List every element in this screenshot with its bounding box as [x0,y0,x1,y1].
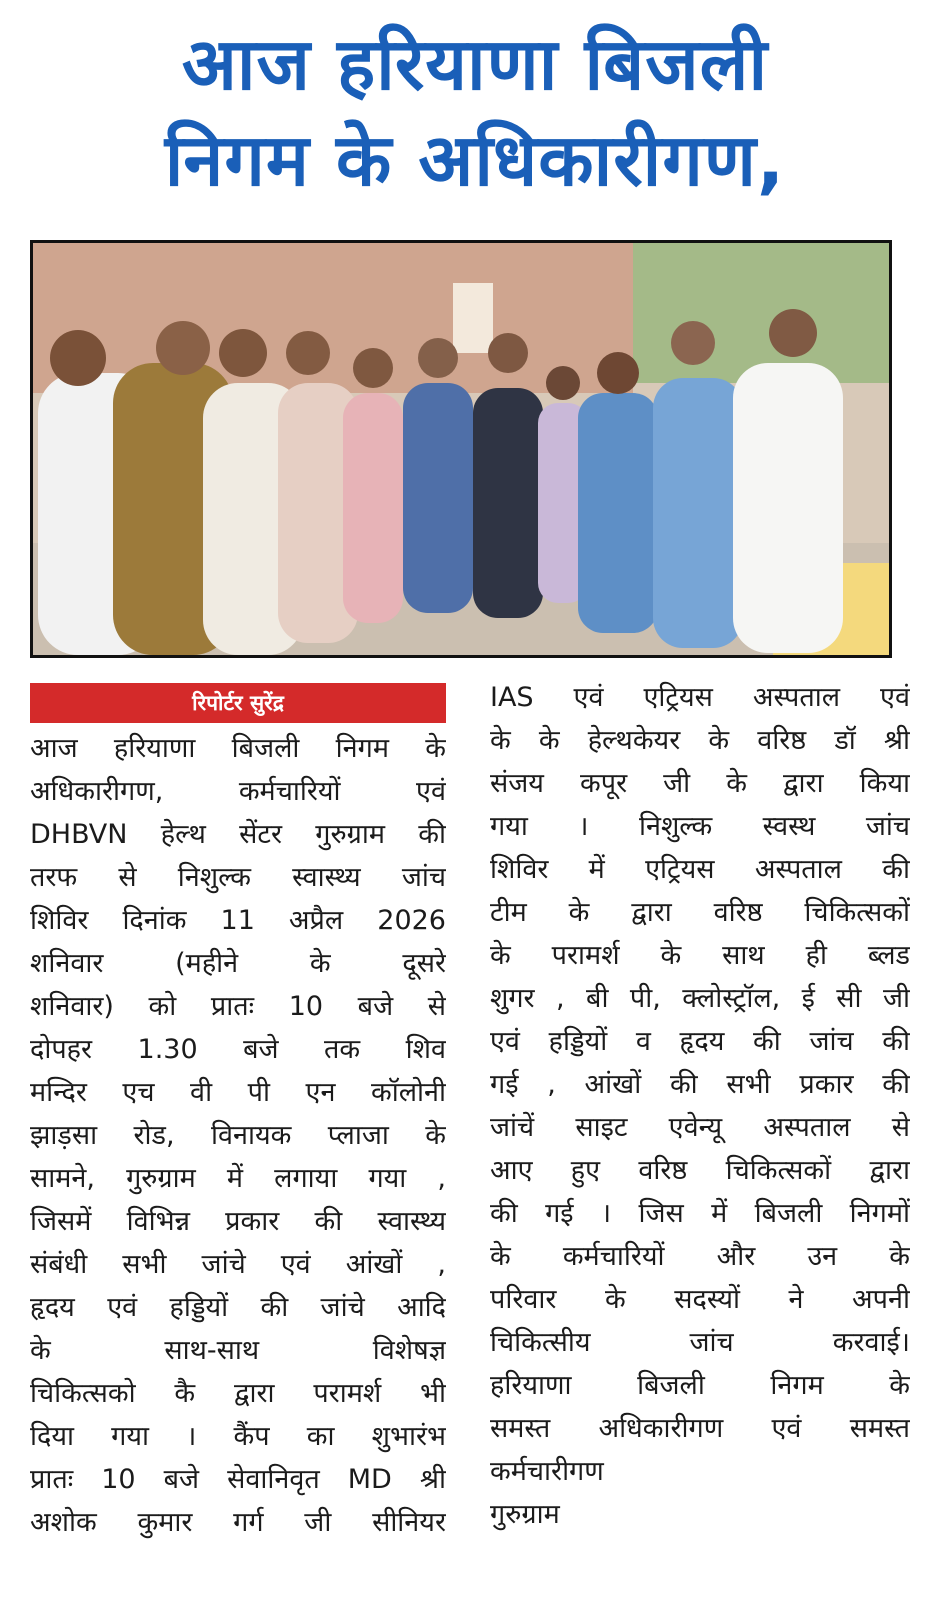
text-line: मन्दिर एच वी पी एन कॉलोनी [30,1077,446,1108]
text-line: के के हेल्थकेयर के वरिष्ठ डॉ श्री [490,725,910,756]
text-line: परिवार के सदस्यों ने अपनी [490,1284,910,1315]
text-line: DHBVN हेल्थ सेंटर गुरुग्राम की [30,819,446,850]
article-right-column [490,676,910,1536]
article-left-column [30,727,446,1544]
text-line: दोपहर 1.30 बजे तक शिव [30,1034,446,1065]
text-line: के साथ-साथ विशेषज्ञ [30,1335,446,1366]
text-line: जांचें साइट एवेन्यू अस्पताल से [490,1112,910,1143]
text-line: जिसमें विभिन्न प्रकार की स्वास्थ्य [30,1206,446,1237]
text-line: हरियाणा बिजली निगम के [490,1370,910,1401]
text-line: शिविर में एट्रियस अस्पताल की [490,854,910,885]
reporter-byline: रिपोर्टर सुरेंद्र [30,683,446,723]
text-line: शनिवार (महीने के दूसरे [30,948,446,979]
headline [30,16,920,208]
headline-line-1: आज हरियाणा बिजली [181,22,769,106]
text-line: समस्त अधिकारीगण एवं समस्त [490,1413,910,1444]
text-line: हृदय एवं हड्डियों की जांचे आदि [30,1292,446,1323]
text-line: शनिवार) को प्रातः 10 बजे से [30,991,446,1022]
text-line: टीम के द्वारा वरिष्ठ चिकित्सकों [490,897,910,928]
news-photo [30,240,892,658]
text-line: चिकित्सको कै द्वारा परामर्श भी [30,1378,446,1409]
text-line: शुगर , बी पी, क्लोस्ट्रॉल, ई सी जी [490,983,910,1014]
text-line: शिविर दिनांक 11 अप्रैल 2026 [30,905,446,936]
text-line: के कर्मचारियों और उन के [490,1241,910,1272]
text-line: संबंधी सभी जांचे एवं आंखों , [30,1249,446,1280]
text-line: दिया गया । कैंप का शुभारंभ [30,1421,446,1452]
text-line: अशोक कुमार गर्ग जी सीनियर [30,1507,446,1538]
text-line: एवं हड्डियों व हृदय की जांच की [490,1026,910,1057]
text-line: गुरुग्राम [490,1499,560,1530]
text-line: आए हुए वरिष्ठ चिकित्सकों द्वारा [490,1155,910,1186]
text-line: गया । निशुल्क स्वस्थ जांच [490,811,910,842]
text-line: कर्मचारीगण [490,1456,604,1487]
text-line: गई , आंखों की सभी प्रकार की [490,1069,910,1100]
text-line: की गई । जिस में बिजली निगमों [490,1198,910,1229]
text-line: संजय कपूर जी के द्वारा किया [490,768,910,799]
text-line: तरफ से निशुल्क स्वास्थ्य जांच [30,862,446,893]
text-line: अधिकारीगण, कर्मचारियों एवं [30,776,446,807]
text-line: झाड़सा रोड, विनायक प्लाजा के [30,1120,446,1151]
news-photo-ribbon-cutting [33,243,889,655]
text-line: प्रातः 10 बजे सेवानिवृत MD श्री [30,1464,446,1495]
text-line: आज हरियाणा बिजली निगम के [30,733,446,764]
text-line: चिकित्सीय जांच करवाई। [490,1327,910,1358]
text-line: IAS एवं एट्रियस अस्पताल एवं [490,682,910,713]
headline-line-2: निगम के अधिकारीगण, [164,118,786,202]
text-line: सामने, गुरुग्राम में लगाया गया , [30,1163,446,1194]
text-line: के परामर्श के साथ ही ब्लड [490,940,910,971]
